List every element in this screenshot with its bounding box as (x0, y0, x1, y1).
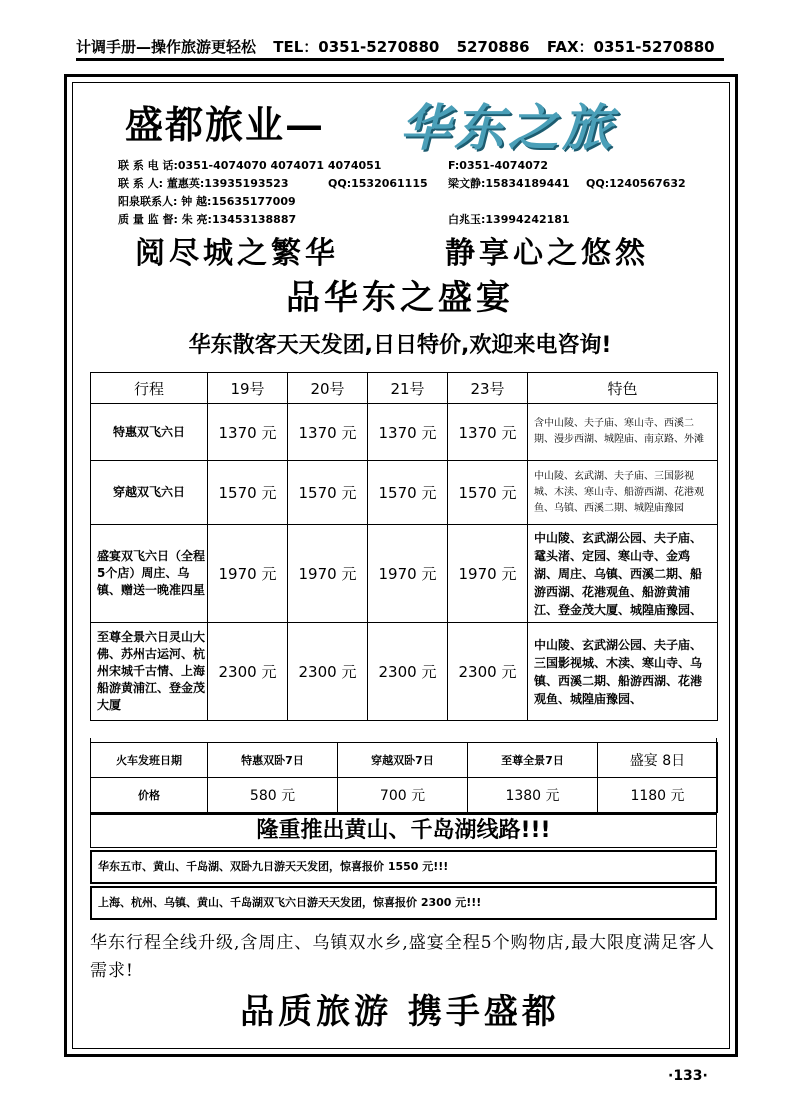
train-price-cell: 580 元 (208, 778, 338, 813)
subheadline: 华东散客天天发团,日日特价,欢迎来电咨询! (188, 333, 612, 358)
price-cell: 2300 元 (448, 623, 528, 721)
price-cell: 1570 元 (208, 461, 288, 525)
col-header-route: 行程 (91, 373, 208, 404)
train-header-row (91, 743, 718, 778)
contact-person1: 联 系 人: 董惠英:13935193523 (118, 177, 289, 190)
price-cell: 1370 元 (368, 404, 448, 461)
slogan-left: 阅尽城之繁华 (135, 236, 339, 271)
headline: 品华东之盛宴 (286, 278, 514, 318)
col-header-20: 20号 (288, 373, 368, 404)
train-price-cell: 1180 元 (598, 778, 718, 813)
route-features: 含中山陵、夫子庙、寒山寺、西溪二期、漫步西湖、城隍庙、南京路、外滩 (528, 404, 718, 461)
top-header (76, 36, 724, 61)
contact-person2: 梁文静:15834189441 (448, 177, 570, 190)
price-cell: 1970 元 (368, 525, 448, 623)
price-cell: 1970 元 (208, 525, 288, 623)
table-row (91, 461, 718, 525)
train-price-cell: 1380 元 (468, 778, 598, 813)
header-tel: TEL：0351-5270880 (273, 38, 440, 56)
price-cell: 2300 元 (368, 623, 448, 721)
header-fax: FAX：0351-5270880 (546, 38, 715, 56)
line-offer-1: 华东五市、黄山、千岛湖、双卧九日游天天发团，惊喜报价 1550 元!!! (90, 850, 717, 884)
header-tel2: 5270886 (456, 38, 530, 56)
slogan-right: 静享心之悠然 (445, 236, 649, 271)
contact-qq2: QQ:1240567632 (586, 177, 686, 190)
col-header-features: 特色 (528, 373, 718, 404)
contact-block (118, 157, 698, 229)
price-cell: 1970 元 (448, 525, 528, 623)
train-header-cell: 至尊全景7日 (468, 743, 598, 778)
route-features: 中山陵、玄武湖公园、夫子庙、三国影视城、木渎、寒山寺、乌镇、西溪二期、船游西湖、花港观鱼、城隍庙豫园、 (528, 623, 718, 721)
footnote: 华东行程全线升级,含周庄、乌镇双水乡,盛宴全程5个购物店,最大限度满足客人需求! (90, 933, 716, 981)
price-cell: 1370 元 (208, 404, 288, 461)
price-cell: 1570 元 (288, 461, 368, 525)
train-header-cell: 盛宴 8日 (598, 743, 718, 778)
contact-yangquan: 阳泉联系人: 钟 越:15635177009 (118, 195, 296, 208)
route-name: 盛宴双飞六日（全程5个店）周庄、乌镇、赠送一晚准四星 (91, 525, 208, 623)
contact-fax: F:0351-4074072 (448, 159, 549, 172)
col-header-19: 19号 (208, 373, 288, 404)
train-price-label: 价格 (91, 778, 208, 813)
train-price-row (91, 778, 718, 813)
table-row (91, 404, 718, 461)
train-header-cell: 特惠双卧7日 (208, 743, 338, 778)
col-header-21: 21号 (368, 373, 448, 404)
table-row (91, 525, 718, 623)
route-name: 穿越双飞六日 (91, 461, 208, 525)
price-cell: 1370 元 (288, 404, 368, 461)
route-name: 特惠双飞六日 (91, 404, 208, 461)
logo-huadong: 华东之旅 (400, 98, 616, 157)
price-cell: 1970 元 (288, 525, 368, 623)
price-cell: 1570 元 (448, 461, 528, 525)
train-header-cell: 穿越双卧7日 (338, 743, 468, 778)
table-row (91, 623, 718, 721)
route-features: 中山陵、玄武湖、夫子庙、三国影视城、木渎、寒山寺、船游西湖、花港观鱼、乌镇、西溪二期、城隍庙豫园 (528, 461, 718, 525)
train-header-cell: 火车发班日期 (91, 743, 208, 778)
route-name: 至尊全景六日灵山大佛、苏州古运河、杭州宋城千古情、上海船游黄浦江、登金茂大厦 (91, 623, 208, 721)
promo-banner: 隆重推出黄山、千岛湖线路!!! (90, 814, 717, 848)
price-table-header (91, 373, 718, 404)
price-table (90, 372, 718, 721)
contact-qq1: QQ:1532061115 (328, 177, 428, 190)
contact-supervisor2: 白兆玉:13994242181 (448, 213, 570, 226)
header-tagline: 计调手册—操作旅游更轻松 (76, 38, 257, 56)
train-price-cell: 700 元 (338, 778, 468, 813)
footer-slogan: 品质旅游 携手盛都 (240, 992, 560, 1032)
col-header-23: 23号 (448, 373, 528, 404)
page-number: ·133· (668, 1068, 708, 1084)
price-cell: 1570 元 (368, 461, 448, 525)
train-table (90, 742, 718, 813)
brand-name: 盛都旅业— (125, 102, 326, 147)
contact-supervisor: 质 量 监 督: 朱 亮:13453138887 (118, 213, 297, 226)
price-cell: 2300 元 (208, 623, 288, 721)
line-offer-2: 上海、杭州、乌镇、黄山、千岛湖双飞六日游天天发团，惊喜报价 2300 元!!! (90, 886, 717, 920)
price-cell: 1370 元 (448, 404, 528, 461)
contact-phone: 联 系 电 话:0351-4074070 4074071 4074051 (118, 159, 382, 172)
route-features: 中山陵、玄武湖公园、夫子庙、鼋头渚、定园、寒山寺、金鸡湖、周庄、乌镇、西溪二期、船游西湖、花港观鱼、船游黄浦江、登金茂大厦、城隍庙豫园、 (528, 525, 718, 623)
price-cell: 2300 元 (288, 623, 368, 721)
